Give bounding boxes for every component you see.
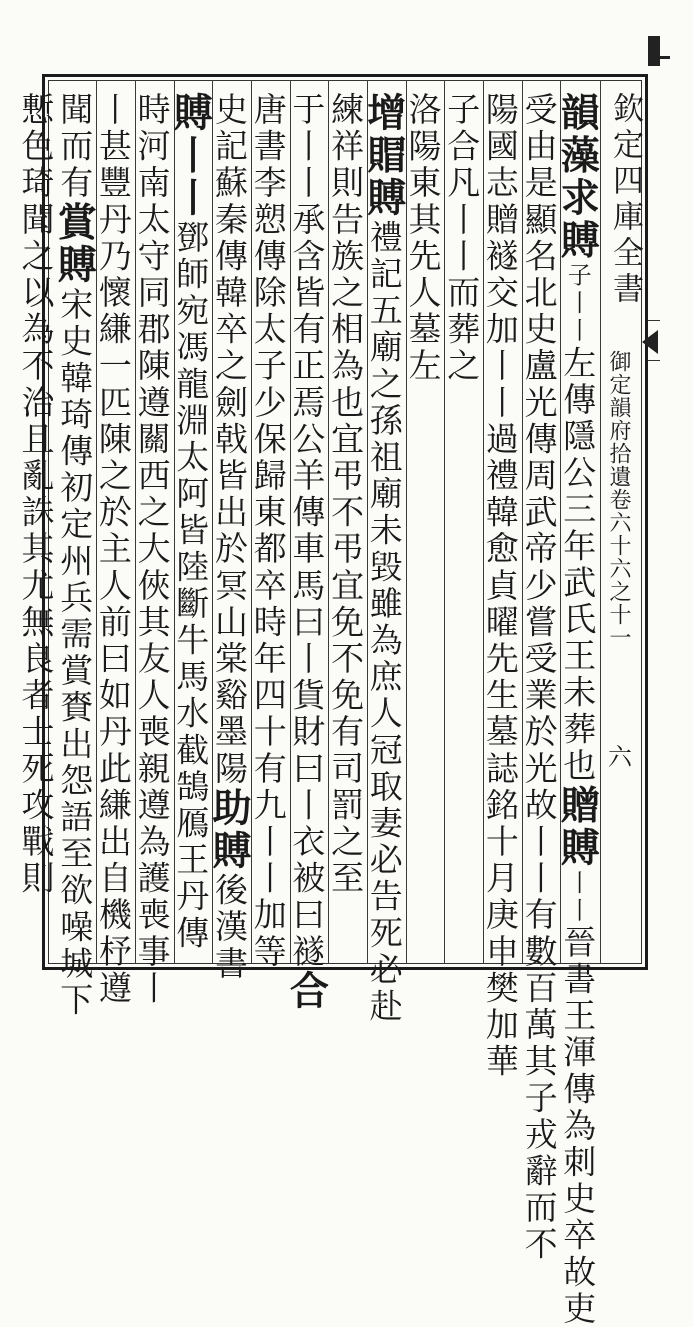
- text-segment: 王未葬也: [558, 638, 598, 785]
- text-column: [360, 92, 407, 1026]
- entry-heading: 助賻: [206, 787, 252, 873]
- text-column: [326, 92, 367, 898]
- volume-label: 御定韻府拾遺卷六十六之十一: [606, 350, 631, 649]
- entry-heading: 韻藻求: [554, 92, 601, 220]
- text-segment: 禮記五廟之孫祖廟未毀雖為庶人冠取妻必告死必赴: [364, 219, 404, 1026]
- text-column: [206, 92, 252, 983]
- text-column: [16, 92, 58, 898]
- page-edge-mark: [660, 56, 670, 59]
- text-segment: 宋史韓琦傳初定州兵需賞賚出怨語至欲噪城下: [55, 287, 95, 1020]
- entry-heading: 賻: [554, 219, 601, 263]
- entry-heading: 賻丨丨: [167, 92, 214, 220]
- page-edge-mark: [648, 36, 660, 66]
- text-segment: 陽國志贈襚交加丨丨過禮韓愈貞曜先生墓誌銘十月庚申樊: [480, 92, 520, 1007]
- text-segment: 後漢書: [210, 872, 249, 983]
- text-segment: 鄧師宛馮龍淵太阿皆陸斷牛馬水截鵠鴈: [171, 219, 211, 843]
- text-segment: 受由是顯名北史盧光傳周武帝少嘗受業於光故丨丨有: [519, 92, 559, 934]
- entry-heading: 贈賻: [554, 784, 601, 870]
- text-segment: 琦聞之以為不治且亂誅其尤無良者士死攻戰則: [16, 165, 56, 898]
- page-number: 六: [608, 743, 632, 771]
- gutter-rule: [648, 320, 660, 321]
- text-column: [403, 92, 445, 385]
- text-column: [554, 92, 601, 1327]
- fishtail-mark: [642, 330, 658, 354]
- text-segment: 練祥則告族之相為也宜弔不弔宜免不免有司罰之至: [326, 92, 366, 898]
- text-segment: 洛陽東其先人墓左: [403, 92, 443, 385]
- text-column: [93, 92, 135, 1007]
- entry-heading: 合: [283, 970, 330, 1014]
- text-segment: 丨甚豐丹乃懷縑一匹陳之於主人前曰如丹此縑出自機杼遵: [93, 92, 133, 1007]
- text-segment: 時河南太守同郡陳遵關西之大俠其友人喪親遵為護喪事丨: [132, 92, 172, 1007]
- text-column: [480, 92, 522, 1081]
- text-segment: 王丹傳: [171, 842, 211, 952]
- text-segment: 加華: [480, 1007, 520, 1081]
- text-column: [442, 92, 483, 385]
- text-column: [167, 92, 214, 952]
- text-segment: 唐書李愬傳除太子少保歸東都卒時年四十有九丨丨加等: [248, 92, 288, 971]
- text-column: [51, 92, 98, 1020]
- gutter-rule: [648, 360, 660, 361]
- text-segment: 史記蘇秦傳韓卒之劍戟皆出於冥山棠谿墨陽: [210, 92, 249, 788]
- entry-heading: 增賵賻: [360, 92, 407, 220]
- entry-heading: 賞賻: [51, 201, 98, 288]
- text-segment: 于丨丨承含皆有正焉公羊傳車馬曰丨貨財曰丨衣被曰襚: [287, 92, 327, 971]
- text-column: [248, 92, 290, 971]
- repeat-mark: 子丨丨: [563, 262, 592, 346]
- text-segment: 聞而有: [55, 92, 95, 202]
- text-column: [132, 92, 174, 1007]
- text-column: [519, 92, 561, 1264]
- book-title: 欽定四庫全書: [607, 92, 643, 308]
- text-segment: 左傳隱公三年武氏: [558, 345, 598, 639]
- text-segment: 慙色: [16, 92, 56, 166]
- text-column: [283, 92, 330, 1014]
- text-segment: 晉書王渾傳為刺史卒故吏: [558, 924, 598, 1327]
- text-segment: 子合凡丨丨而葬之: [442, 92, 482, 385]
- repeat-mark: 丨丨: [563, 869, 592, 925]
- text-segment: 數百萬其子戎辭而不: [519, 933, 559, 1264]
